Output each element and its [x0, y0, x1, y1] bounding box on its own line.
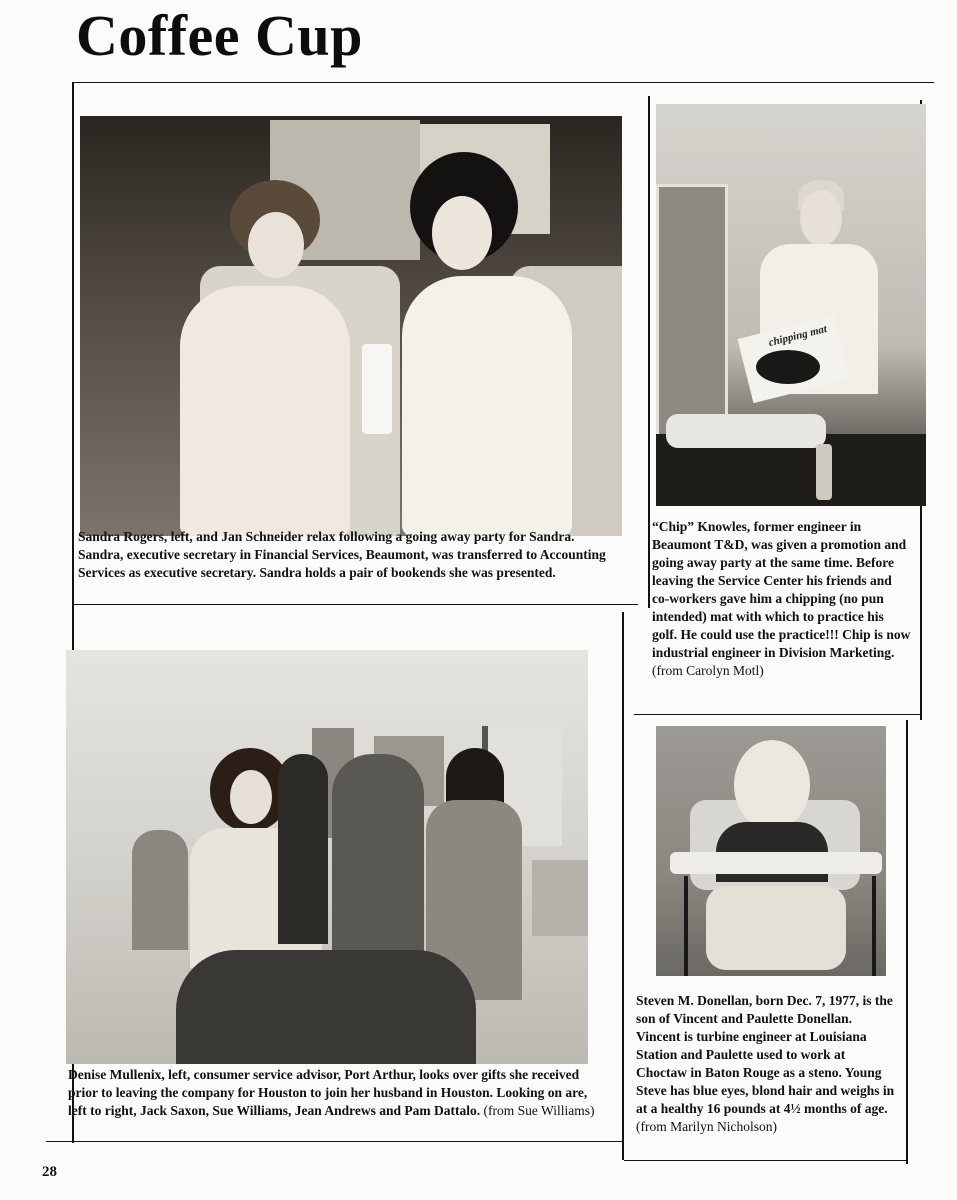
caption-steven-donellan: [636, 992, 898, 1136]
man-face: [800, 190, 842, 246]
caption-text: Steven M. Donellan, born Dec. 7, 1977, is the son of Vincent and Paulette Donellan. Vincent is turbine engineer at Louisiana Station and Paulette used to work at Choctaw in Baton Rouge as a steno. Young Steve has blue eyes, blond hair and weighs in at a healthy 16 pounds at 4½ months of age.: [636, 993, 895, 1116]
divider-vertical: [906, 720, 908, 1164]
photo-chip-knowles: [656, 104, 926, 506]
divider-horizontal: [46, 1141, 624, 1142]
caption-text: Denise Mullenix, left, consumer service advisor, Port Arthur, looks over gifts she received prior to leaving the company for Houston to join her husband in Houston. Looking on are, left to right, Jack Saxon, Sue Williams, Jean Andrews and Pam Dattalo.: [68, 1067, 588, 1118]
divider-horizontal: [72, 604, 638, 605]
mat-oval: [756, 350, 820, 384]
chair-legs: [684, 876, 876, 976]
caption-credit: (from Sue Williams): [483, 1103, 595, 1118]
caption-sandra-and-jan: [78, 528, 608, 582]
page-title: Coffee Cup: [76, 3, 363, 68]
high-chair-tray: [670, 852, 882, 874]
caption-text: “Chip” Knowles, former engineer in Beaumont T&D, was given a promotion and going away party at the same time. Before leaving the Service Center his friends and co-workers gave him a chipping (no pun intended) mat with which to practice his golf. He could use the practice!!! Chip is now industrial engineer in Division Marketing.: [652, 519, 911, 660]
bookend: [362, 344, 392, 434]
plants: [176, 950, 476, 1064]
photo-steven-donellan: [656, 726, 886, 976]
gift-wrap: [666, 414, 826, 448]
divider-vertical: [648, 96, 650, 608]
mat-sign-text: chipping mat: [767, 322, 829, 350]
divider-vertical: [622, 612, 624, 1160]
woman-denise-face: [230, 770, 272, 824]
shelf: [532, 860, 588, 936]
woman-left-face: [248, 212, 304, 278]
page-number: 28: [42, 1164, 57, 1180]
divider-horizontal: [624, 1160, 908, 1161]
woman-right-dress: [402, 276, 572, 536]
woman-right-face: [432, 196, 492, 270]
caption-credit: (from Marilyn Nicholson): [636, 1119, 777, 1134]
photo-sandra-and-jan: [80, 116, 622, 536]
photo-denise-mullenix: [66, 650, 588, 1064]
divider-horizontal: [634, 714, 920, 715]
caption-chip-knowles: [652, 518, 912, 680]
woman-3: [332, 754, 424, 964]
seated-man: [132, 830, 188, 950]
woman-left-dress: [180, 286, 350, 536]
caption-denise-mullenix: [68, 1066, 598, 1120]
caption-credit: (from Carolyn Motl): [652, 663, 764, 678]
caption-text: Sandra Rogers, left, and Jan Schneider relax following a going away party for Sandra. Sandra, executive secretary in Financial Services, Beaumont, was transferred to Accounting Services as executive secretary. Sandra holds a pair of bookends she was presented.: [78, 529, 606, 580]
baby-face: [734, 740, 810, 830]
doorway: [656, 184, 728, 440]
vase: [816, 444, 832, 500]
woman-2: [278, 754, 328, 944]
